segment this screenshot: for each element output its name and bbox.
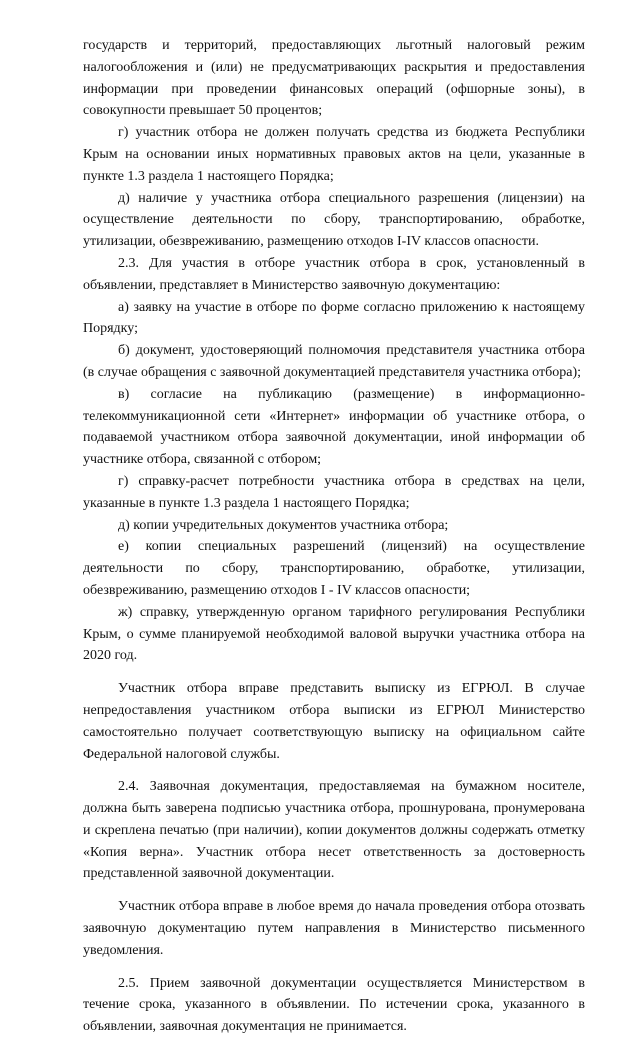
paragraph-section-2-5: 2.5. Прием заявочной документации осуществляется Министерством в течение срока, указанного в объявлении. По истечении срока, указанного в объявлении, заявочная документация не принимается.: [83, 975, 585, 1035]
paragraph-item-g-budget: г) участник отбора не должен получать средства из бюджета Республики Крым на основании иных нормативных правовых актов на цели, указанные в пункте 1.3 раздела 1 настоящего Порядка;: [83, 125, 585, 184]
paragraph-withdrawal: Участник отбора вправе в любое время до начала проведения отбора отозвать заявочную документацию путем направления в Министерство письменного уведомления.: [83, 899, 585, 958]
document-body: [83, 35, 585, 1038]
paragraph-item-zh-tariff: ж) справку, утвержденную органом тарифного регулирования Республики Крым, о сумме планируемой необходимой валовой выручки участника отбора на 2020 год.: [83, 604, 585, 664]
paragraph-item-e-licenses: е) копии специальных разрешений (лицензий) на осуществление деятельности по сбору, транспортированию, обработке, утилизации, обезвреживанию, размещению отходов I - IV классов опасности;: [83, 539, 585, 598]
paragraph-item-b-authority: б) документ, удостоверяющий полномочия представителя участника отбора (в случае обращения с заявочной документацией представителя участника отбора);: [83, 343, 585, 380]
paragraph-item-d-license: д) наличие у участника отбора специального разрешения (лицензии) на осуществление деятельности по сбору, транспортированию, обработке, утилизации, обезвреживанию, размещению отходов I-IV классов опасности.: [83, 190, 585, 250]
paragraph-section-2-4: 2.4. Заявочная документация, предоставляемая на бумажном носителе, должна быть заверена подписью участника отбора, прошнурована, пронумерована и скреплена печатью (при наличии), копии документов должны содержать отметку «Копия верна». Участник отбора несет ответственность за достоверность представленной заявочной документации.: [83, 779, 585, 882]
paragraph-item-a-application: а) заявку на участие в отборе по форме согласно приложению к настоящему Порядку;: [83, 299, 585, 337]
paragraph-egrul-extract: Участник отбора вправе представить выписку из ЕГРЮЛ. В случае непредоставления участником отбора выписки из ЕГРЮЛ Министерство самостоятельно получает соответствующую выписку на официальном сайте Федеральной налоговой службы.: [83, 681, 585, 762]
paragraph-item-g-calculation: г) справку-расчет потребности участника отбора в средствах на цели, указанные в пункте 1.3 раздела 1 настоящего Порядка;: [83, 473, 585, 511]
paragraph-item-v-consent: в) согласие на публикацию (размещение) в информационно-телекоммуникационной сети «Интернет» информации об участнике отбора, о подаваемой участником отбора заявочной документации, иной информации об участнике отбора, связанной с отбором;: [83, 386, 585, 468]
paragraph-section-2-3: 2.3. Для участия в отборе участник отбора в срок, установленный в объявлении, представляет в Министерство заявочную документацию:: [83, 255, 585, 293]
paragraph-offshore-share: государств и территорий, предоставляющих льготный налоговый режим налогообложения и (или) не предусматривающих раскрытия и предоставления информации при проведении финансовых операций (офшорные зоны), в совокупности превышает 50 процентов;: [83, 38, 585, 119]
paragraph-item-d-founding-docs: д) копии учредительных документов участника отбора;: [118, 517, 449, 533]
